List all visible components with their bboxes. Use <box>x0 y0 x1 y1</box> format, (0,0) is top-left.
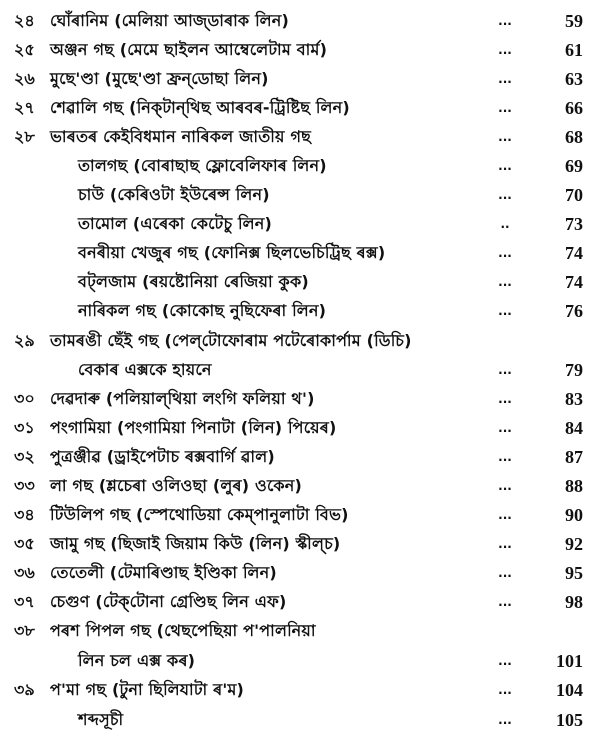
leader-dots: ... <box>498 479 512 493</box>
entry-number: ২৭ <box>14 98 35 117</box>
toc-entry <box>0 589 600 615</box>
entry-title: জামু গছ (ছিজাই জিয়াম কিউ (লিন) স্কীল্‌চ) <box>50 534 341 553</box>
toc-entry <box>0 37 600 63</box>
toc-entry <box>0 66 600 92</box>
entry-number: ৩৯ <box>14 680 35 699</box>
toc-entry <box>0 648 600 674</box>
entry-title: তামোল (এৰেকা কেটেচু লিন) <box>78 214 273 233</box>
leader-dots: ... <box>498 72 512 86</box>
leader-dots: ... <box>498 713 512 727</box>
toc-entry <box>0 95 600 121</box>
entry-title: বট্‌লজাম (ৰয়ষ্টোনিয়া ৰেজিয়া কুক) <box>78 272 309 291</box>
entry-title: শব্দসূচী <box>78 710 124 729</box>
page-number: 69 <box>565 156 583 176</box>
toc-entry <box>0 531 600 557</box>
toc-entry <box>0 707 600 733</box>
entry-number: ৩৭ <box>14 592 35 611</box>
entry-title: লিন চল এক্স কৰ) <box>78 651 196 670</box>
leader-dots: ... <box>498 566 512 580</box>
page-number: 104 <box>556 680 583 700</box>
entry-title: অঞ্জন গছ (মেমে ছাইলন আম্বেলেটাম বাৰ্ম) <box>50 40 328 59</box>
entry-number: ৩৬ <box>14 563 35 582</box>
leader-dots: ... <box>498 595 512 609</box>
page-number: 92 <box>565 534 583 554</box>
entry-number: ৩৪ <box>14 505 35 524</box>
page-number: 73 <box>565 214 583 234</box>
toc-entry <box>0 386 600 412</box>
entry-number: ২৬ <box>14 69 35 88</box>
entry-number: ৩১ <box>14 418 35 437</box>
toc-entry <box>0 124 600 150</box>
page-number: 68 <box>565 127 583 147</box>
entry-title: মুছে'ণ্ডা (মুছে'ণ্ডা ফ্ৰন্‌ডোছা লিন) <box>50 69 269 88</box>
entry-title: তামৰঙী ছেঁই গছ (পেল্‌টোফোৰাম পটেৰোকাৰ্পাম (ডিচি) <box>50 331 412 350</box>
entry-number: ২৪ <box>14 11 35 30</box>
leader-dots: ... <box>498 275 512 289</box>
leader-dots: ... <box>498 14 512 28</box>
entry-title: তালগছ (বোৰাছাছ ফ্লোবেলিফাৰ লিন) <box>78 156 327 175</box>
toc-entry <box>0 182 600 208</box>
entry-title: বেকাৰ এক্সকে হায়নে <box>78 360 212 379</box>
page-number: 74 <box>565 243 583 263</box>
page-number: 90 <box>565 505 583 525</box>
entry-title: পংগামিয়া (পংগামিয়া পিনাটা (লিন) পিয়েৰ) <box>50 418 337 437</box>
leader-dots: ... <box>498 392 512 406</box>
entry-number: ৩০ <box>14 389 35 408</box>
page-number: 95 <box>565 563 583 583</box>
leader-dots: ... <box>498 101 512 115</box>
leader-dots: .. <box>500 217 510 231</box>
toc-entry <box>0 677 600 703</box>
page-number: 84 <box>565 418 583 438</box>
page-number: 98 <box>565 592 583 612</box>
entry-title: পুত্ৰঞ্জীৱ (ড্ৰাইপেটাচ ৰক্সবাৰ্গি ৱাল) <box>50 447 275 466</box>
entry-title: প'মা গছ (টুনা ছিলিযাটা ৰ'ম) <box>50 680 245 699</box>
entry-title: চাউ (কেৰিওটা ইউৰেন্স লিন) <box>78 185 270 204</box>
entry-title: টিউলিপ গছ (স্পেথোডিয়া কেম্‌পানুলাটা বিভ) <box>50 505 349 524</box>
toc-entry <box>0 415 600 441</box>
leader-dots: ... <box>498 159 512 173</box>
leader-dots: ... <box>498 130 512 144</box>
entry-number: ৩২ <box>14 447 35 466</box>
leader-dots: ... <box>498 43 512 57</box>
leader-dots: ... <box>498 188 512 202</box>
toc-entry <box>0 473 600 499</box>
page-number: 70 <box>565 185 583 205</box>
page-number: 61 <box>565 40 583 60</box>
toc-entry <box>0 240 600 266</box>
toc-entry <box>0 269 600 295</box>
entry-title: চেগুণ (টেক্‌টোনা গ্ৰেণ্ডিছ লিন এফ) <box>50 592 287 611</box>
toc-entry <box>0 328 600 354</box>
page-number: 66 <box>565 98 583 118</box>
entry-title: দেৱদাৰু (পলিয়াল্‌থিয়া লংগি ফলিয়া থ') <box>50 389 315 408</box>
leader-dots: ... <box>498 363 512 377</box>
entry-title: বনৰীয়া খেজুৰ গছ (ফোনিক্স ছিলভেচিট্ৰিছ ৰক্স) <box>78 243 386 262</box>
entry-number: ২৫ <box>14 40 35 59</box>
toc-entry <box>0 560 600 586</box>
leader-dots: ... <box>498 654 512 668</box>
entry-number: ২৮ <box>14 127 35 146</box>
entry-title: ঘোঁৰানিম (মেলিয়া আজ্‌ডাৰাক লিন) <box>50 11 290 30</box>
page-number: 88 <box>565 476 583 496</box>
page-number: 63 <box>565 69 583 89</box>
entry-title: নাৰিকল গছ (কোকোছ নুছিফেৰা লিন) <box>78 301 327 320</box>
leader-dots: ... <box>498 537 512 551</box>
page-number: 76 <box>565 301 583 321</box>
page-number: 59 <box>565 11 583 31</box>
page-number: 83 <box>565 389 583 409</box>
toc-entry <box>0 153 600 179</box>
entry-number: ৩৩ <box>14 476 35 495</box>
toc-entry <box>0 8 600 34</box>
page-number: 101 <box>556 651 583 671</box>
entry-title: লা গছ (শ্লচেৰা ওলিওছা (লুৰ) ওকেন) <box>50 476 303 495</box>
leader-dots: ... <box>498 508 512 522</box>
page-number: 87 <box>565 447 583 467</box>
entry-title: শেৱালি গছ (নিক্‌টান্‌থিছ আৰবৰ-ট্ৰিষ্টিছ লিন) <box>50 98 350 117</box>
toc-entry <box>0 444 600 470</box>
entry-title: তেতেলী (টেমাৰিণ্ডাছ ইণ্ডিকা লিন) <box>50 563 277 582</box>
entry-number: ৩৮ <box>14 621 35 640</box>
leader-dots: ... <box>498 421 512 435</box>
toc-entry <box>0 211 600 237</box>
entry-title: পৰশ পিপল গছ (থেছপেছিয়া প'পালনিয়া <box>50 621 316 640</box>
page-number: 74 <box>565 272 583 292</box>
entry-number: ৩৫ <box>14 534 35 553</box>
leader-dots: ... <box>498 246 512 260</box>
entry-title: ভাৰতৰ কেইবিধমান নাৰিকল জাতীয় গছ <box>50 127 312 146</box>
leader-dots: ... <box>498 450 512 464</box>
entry-number: ২৯ <box>14 331 35 350</box>
toc-entry <box>0 502 600 528</box>
page-number: 79 <box>565 360 583 380</box>
toc-entry <box>0 357 600 383</box>
toc-entry <box>0 618 600 644</box>
toc-entry <box>0 298 600 324</box>
page-number: 105 <box>556 710 583 730</box>
leader-dots: ... <box>498 304 512 318</box>
leader-dots: ... <box>498 683 512 697</box>
